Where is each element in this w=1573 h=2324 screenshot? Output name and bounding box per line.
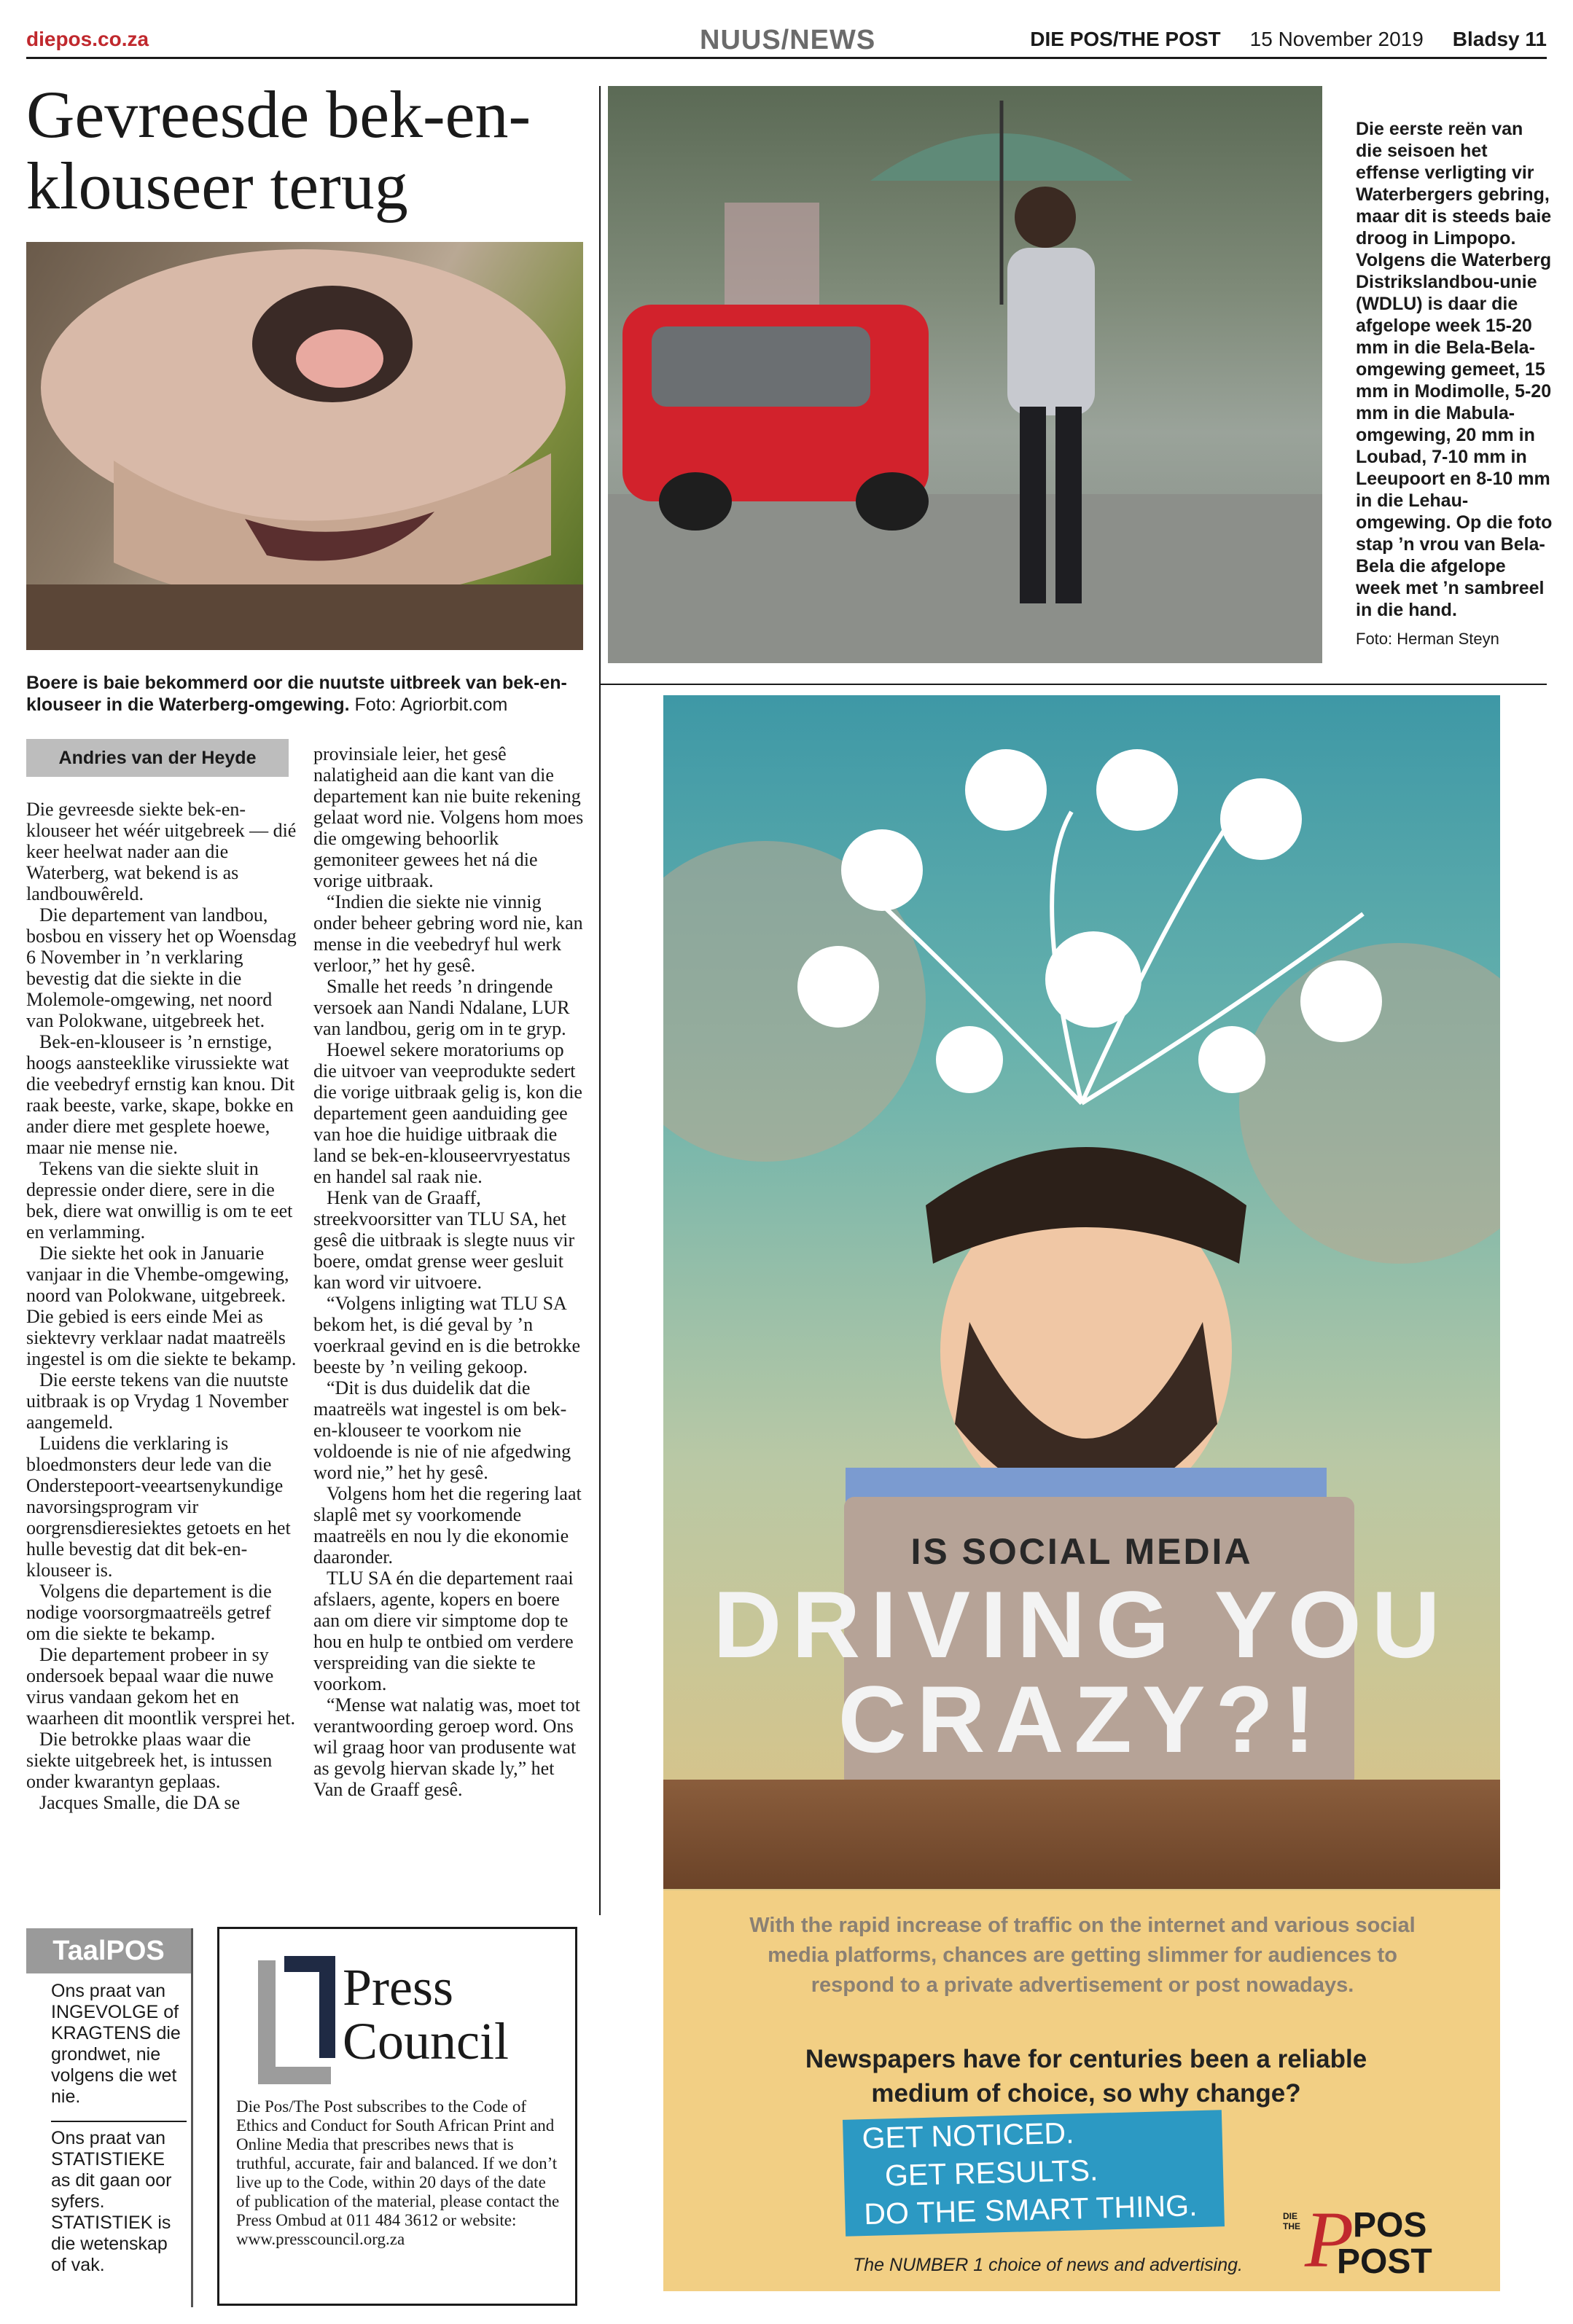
publication-name: DIE POS/THE POST	[1030, 28, 1221, 50]
paragraph: Volgens die departement is die nodige voorsorgmaatreëls getref om die siekte te bekamp.	[26, 1581, 272, 1644]
ad-headline-line1: IS SOCIAL MEDIA	[910, 1531, 1253, 1572]
paragraph: Die departement van landbou, bosbou en vissery het op Woensdag 6 November in ’n verklaring bevestig dat die siekte in die Molemole-omgewing, net noord van Polokwane, uitgebreek het.	[26, 904, 297, 1031]
paragraph: TLU SA én die departement raai afslaers, agente, kopers en boere aan om diere vir simptome dop te hou en hulp te ontbied om verdere verspreiding van die siekte te voorkom.	[313, 1568, 574, 1694]
logo-pos: POS	[1353, 2206, 1427, 2245]
paragraph: “Mense wat nalatig was, moet tot verantwoording geroep word. Ons wil graag hoor van produsente wat as gevolg hiervan skade ly,” het Van de Graaff gesê.	[313, 1694, 581, 1800]
taalpos-item-2: Ons praat van STATISTIEKE as dit gaan oor syfers. STATISTIEK is die wetenskap of vak.	[51, 2128, 172, 2275]
die-pos-logo	[1283, 2195, 1436, 2284]
ad-tagline: The NUMBER 1 choice of news and advertising.	[853, 2255, 1243, 2275]
logo-p-mark: P	[1305, 2195, 1354, 2284]
ad-headline-crazy: CRAZY?!	[838, 1666, 1326, 1772]
rain-photo-credit: Foto: Herman Steyn	[1356, 630, 1499, 648]
paragraph: Die siekte het ook in Januarie vanjaar in die Vhembe-omgewing, noord van Polokwane, uitgebreek. Die gebied is eers einde Mei as siektevry verklaar nadat maatreëls ingestel is om die siekte te bekamp.	[26, 1243, 297, 1369]
article-column-1	[26, 799, 297, 1813]
ad-headline-driving: DRIVING YOU	[713, 1571, 1451, 1678]
press-council-name-line2: Council	[343, 2012, 509, 2070]
press-council-name	[343, 1960, 509, 2068]
paragraph: “Dit is dus duidelik dat die maatreëls wat ingestel is om bek-en-klouseer te voorkom nie voldoende is nie of nie afgedwing word nie,” het hy gesê.	[313, 1377, 571, 1483]
cow-caption-text: Boere is baie bekommerd oor die nuutste uitbreek van bek-en-klouseer in die Waterberg-omgewing.	[26, 673, 567, 715]
paragraph: Die gevreesde siekte bek-en-klouseer het wéér uitgebreek — dié keer heelwat nader aan die Waterberg, wat bekend is as landbouwêreld.	[26, 799, 297, 904]
press-council-logo-icon	[255, 1953, 343, 2092]
cta-line-3: DO THE SMART THING.	[863, 2188, 1198, 2231]
cow-photo-caption	[26, 672, 588, 716]
paragraph: Henk van de Graaff, streekvoorsitter van TLU SA, het gesê die uitbraak is slegte nuus vir boere, omdat grense weer gesluit kan word vir uitvoere.	[313, 1187, 575, 1293]
paragraph: Die departement probeer in sy ondersoek bepaal waar die nuwe virus vandaan gekom het en waarheen dit moontlik versprei het.	[26, 1644, 295, 1729]
rain-photo	[608, 86, 1322, 663]
press-council-text: Die Pos/The Post subscribes to the Code of Ethics and Conduct for South African Print and Online Media that prescribes news that is truthful, accurate, fair and balanced. If we don’t live up to the Code, within 20 days of the date of publication of the material, please contact the Press Ombud at 011 484 3612 or website: www.presscouncil.org.za	[236, 2097, 560, 2248]
section-divider	[601, 684, 1547, 685]
article-byline: Andries van der Heyde	[26, 739, 289, 777]
article-column-2	[313, 743, 588, 1800]
page-number: Bladsy 11	[1452, 28, 1547, 50]
header-meta	[1030, 28, 1547, 51]
paragraph: Die eerste tekens van die nuutste uitbraak is op Vrydag 1 November aangemeld.	[26, 1369, 289, 1433]
column-divider	[599, 86, 601, 1915]
header-rule	[26, 57, 1547, 59]
social-media-advert	[663, 695, 1500, 2291]
rain-photo-caption: Die eerste reën van die seisoen het effense verligting vir Waterbergers gebring, maar dit is steeds baie droog in Limpopo. Volgens die Waterberg Distrikslandbou-unie (WDLU) is daar die afgelope week 15-20 mm in die Bela-Bela-omgewing gemeet, 15 mm in Modimolle, 5-20 mm in die Mabula-omgewing, 20 mm in Loubad, 7-10 mm in Leeupoort en 8-10 mm in die Lehau-omgewing. Op die foto stap ’n vrou van Bela-Bela die afgelope week met ’n sambreel in die hand.	[1356, 119, 1553, 620]
cow-photo	[26, 242, 583, 650]
paragraph: Volgens hom het die regering laat slaplê met sy voorkomende maatreëls en nou ly die ekonomie daaronder.	[313, 1483, 582, 1568]
cta-line-2: GET RESULTS.	[884, 2153, 1098, 2193]
paragraph: Die betrokke plaas waar die siekte uitgebreek het, is intussen onder kwarantyn geplaas.	[26, 1729, 273, 1792]
press-council-name-line1: Press	[343, 1958, 454, 2016]
ad-call-to-action	[843, 2110, 1225, 2237]
paragraph: provinsiale leier, het gesê nalatigheid aan die kant van die departement kan nie buite rekening gelaat word nie. Volgens hom moes die omgewing behoorlik gemoniteer gewees het ná die vorige uitbraak.	[313, 743, 584, 891]
logo-small-text: DIE THE	[1283, 2211, 1300, 2231]
paragraph: Bek-en-klouseer is ’n ernstige, hoogs aansteeklike virussiekte wat die veebedryf ernstig kan knou. Dit raak beeste, varke, skape, bokke en ander diere met gesplete hoewe, maar nie mense nie.	[26, 1031, 295, 1158]
taalpos-item-1: Ons praat van INGEVOLGE of KRAGTENS die grondwet, nie volgens die wet nie.	[51, 1981, 181, 2107]
paragraph: Tekens van die siekte sluit in depressie onder diere, sere in die bek, diere wat onwillig is om te eet en verlamming.	[26, 1158, 293, 1243]
paragraph: Luidens die verklaring is bloedmonsters deur lede van die Onderstepoort-veeartsenykundige navorsingsprogram vir oorgrensdieresiektes getoets en het hulle bevestig dat dit bek-en-klouseer is.	[26, 1433, 291, 1581]
paragraph: “Volgens inligting wat TLU SA bekom het, is dié geval by ’n voerkraal gevind en is die betrokke beeste by ’n veiling gekoop.	[313, 1293, 581, 1377]
ad-paragraph-2: Newspapers have for centuries been a reliable medium of choice, so why change?	[805, 2045, 1367, 2108]
site-url[interactable]: diepos.co.za	[26, 28, 149, 50]
taalpos-title: TaalPOS	[26, 1928, 191, 1973]
paragraph: Hoewel sekere moratoriums op die uitvoer van veeprodukte sedert die vorige uitbraak gelig is, kon die departement geen aanduiding gee van hoe die huidige uitbraak die land se bek-en-klouseervryestatus en handel sal raak nie.	[313, 1039, 582, 1187]
paragraph: Smalle het reeds ’n dringende versoek aan Nandi Ndalane, LUR van landbou, gerig om in te gryp.	[313, 976, 570, 1039]
ad-paragraph-1: With the rapid increase of traffic on the internet and various social media platforms, chances are getting slimmer for audiences to respond to a private advertisement or post nowadays.	[749, 1914, 1416, 1997]
article-headline: Gevreesde bek-en-klouseer terug	[26, 77, 531, 223]
wooden-desk	[663, 1780, 1500, 1889]
issue-date: 15 November 2019	[1249, 28, 1424, 50]
taalpos-divider	[51, 2121, 187, 2122]
paragraph: “Indien die siekte nie vinnig onder beheer gebring word nie, kan mense in die veebedryf hul werk verloor,” het hy gesê.	[313, 891, 583, 976]
logo-post: POST	[1337, 2242, 1432, 2281]
section-label: NUUS/NEWS	[700, 25, 876, 55]
woman-with-umbrella-illustration	[608, 86, 1322, 663]
cow-photo-credit: Foto: Agriorbit.com	[354, 695, 508, 715]
cta-line-1: GET NOTICED.	[862, 2116, 1074, 2156]
cow-muzzle-illustration	[26, 242, 583, 650]
ad-headline-line2	[663, 1571, 1500, 1772]
paragraph: Jacques Smalle, die DA se	[39, 1792, 241, 1813]
